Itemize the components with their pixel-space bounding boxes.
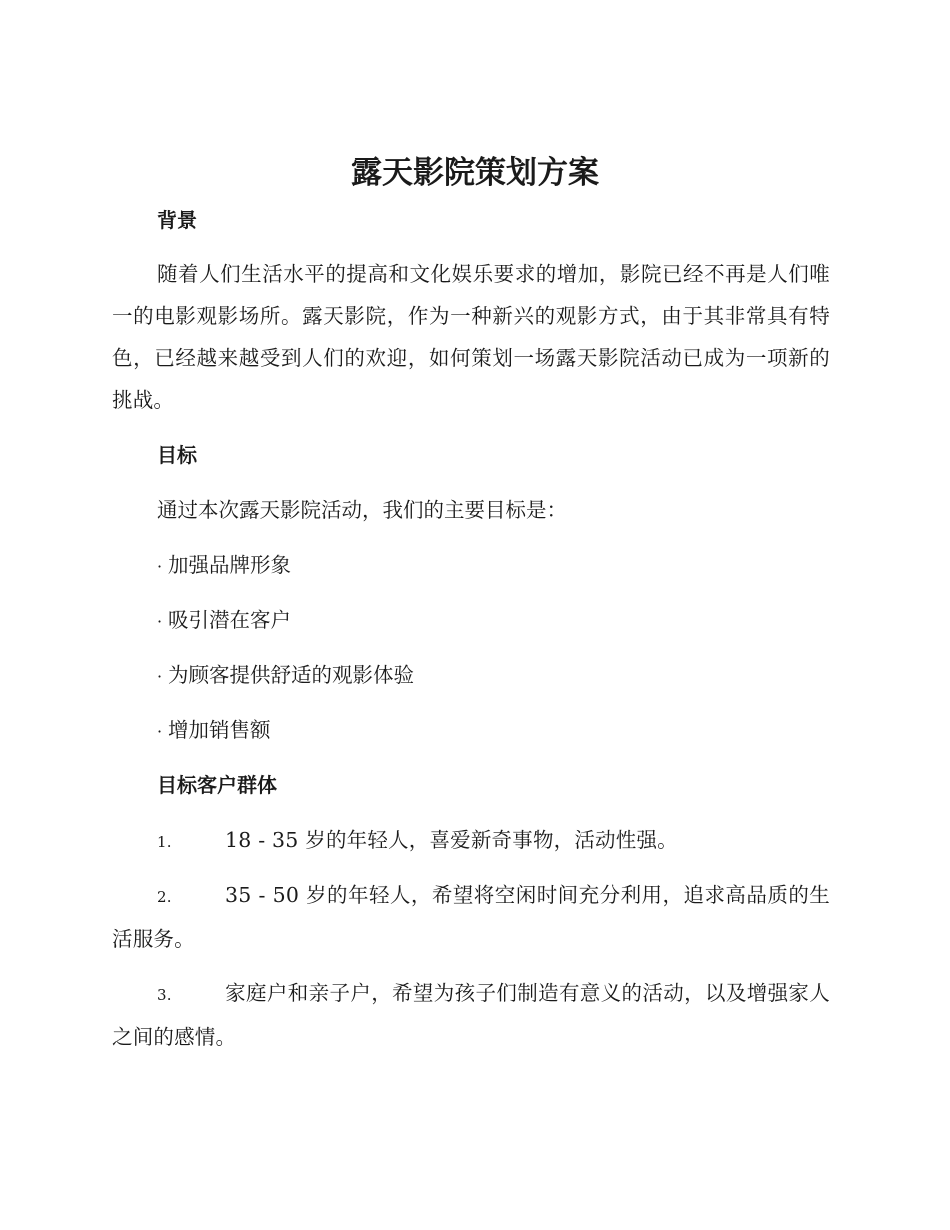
bullet-text: 吸引潜在客户 (168, 608, 291, 632)
background-paragraph: 随着人们生活水平的提高和文化娱乐要求的增加，影院已经不再是人们唯一的电影观影场所。露天影院，作为一种新兴的观影方式，由于其非常具有特色，已经越来越受到人们的欢迎，如何策划一场露天影院活动已成为一项新的挑战。 (112, 262, 830, 412)
list-number: 1. (157, 833, 172, 851)
list-item (112, 874, 830, 960)
list-item (112, 819, 830, 863)
list-item (157, 605, 291, 637)
list-item (157, 550, 291, 582)
list-text: 35 - 50 岁的年轻人，希望将空闲时间充分利用，追求高品质的生活服务。 (112, 883, 830, 951)
list-item (112, 972, 830, 1058)
bullet-text: 加强品牌形象 (168, 553, 291, 577)
document-title: 露天影院策划方案 (351, 155, 599, 191)
bullet-text: 为顾客提供舒适的观影体验 (168, 663, 414, 687)
bullet-icon: · (157, 722, 163, 741)
list-item (157, 715, 271, 747)
list-text: 18 - 35 岁的年轻人，喜爱新奇事物，活动性强。 (225, 828, 678, 852)
list-number: 3. (157, 986, 172, 1004)
bullet-icon: · (157, 557, 163, 576)
list-text: 家庭户和亲子户，希望为孩子们制造有意义的活动，以及增强家人之间的感情。 (112, 981, 830, 1049)
bullet-text: 增加销售额 (168, 718, 271, 742)
section-heading-background: 背景 (157, 208, 197, 232)
section-heading-goals: 目标 (157, 443, 197, 467)
list-number: 2. (157, 888, 172, 906)
list-item (157, 660, 414, 692)
section-heading-audience: 目标客户群体 (157, 773, 277, 797)
goals-intro: 通过本次露天影院活动，我们的主要目标是： (157, 498, 567, 522)
bullet-icon: · (157, 612, 163, 631)
bullet-icon: · (157, 667, 163, 686)
